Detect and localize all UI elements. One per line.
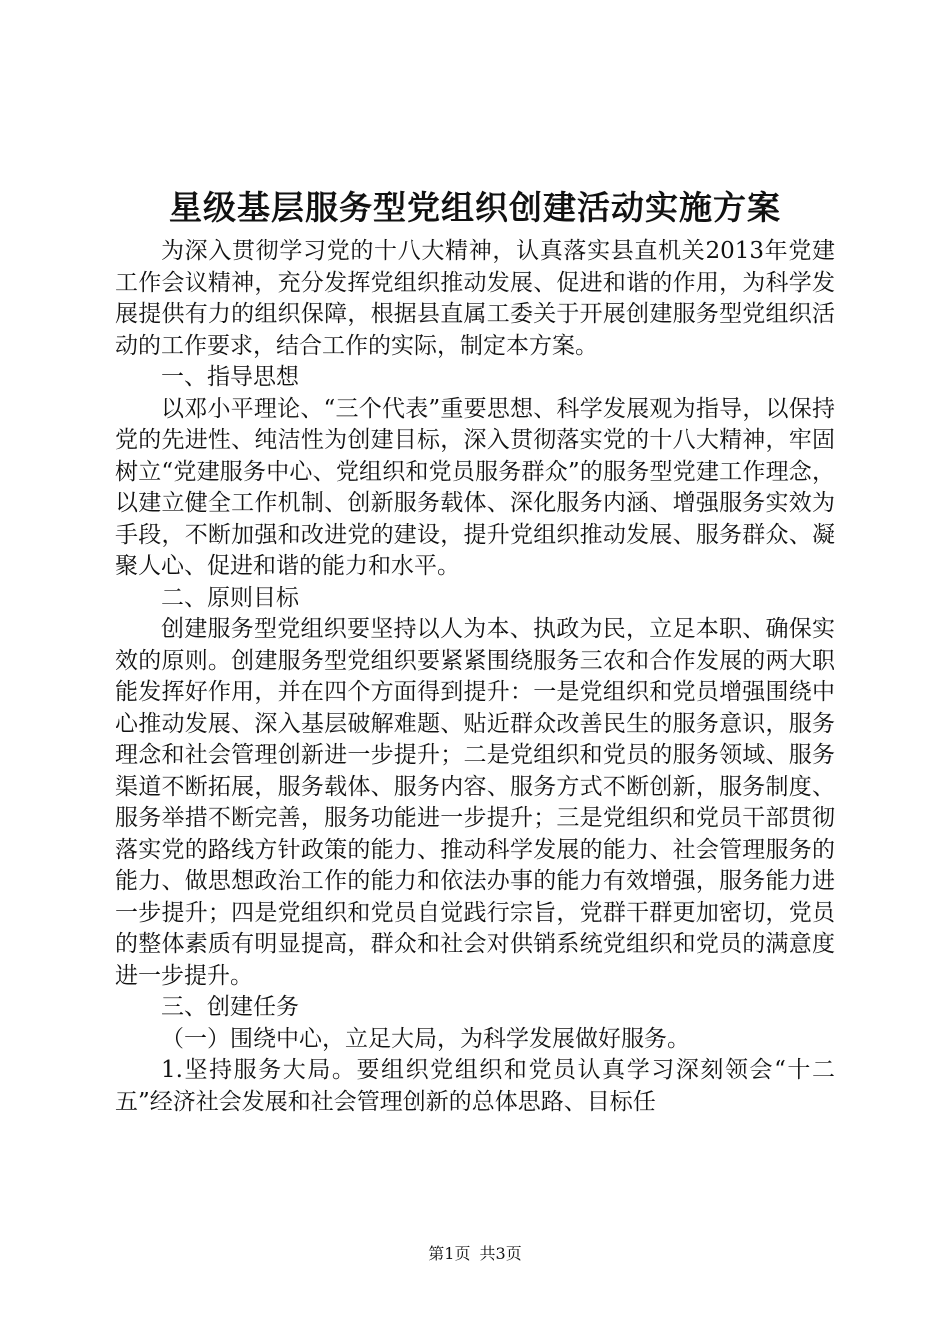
paragraph-guiding-thought: 以邓小平理论、“三个代表”重要思想、科学发展观为指导，以保持党的先进性、纯洁性为创建目标，深入贯彻落实党的十八大精神，牢固树立“党建服务中心、党组织和党员服务群众”的服务型党建工作理念，以建立健全工作机制、创新服务载体、深化服务内涵、增强服务实效为手段，不断加强和改进党的建设，提升党组织推动发展、服务群众、凝聚人心、促进和谐的能力和水平。: [115, 395, 835, 579]
page-footer: [0, 1243, 950, 1265]
paragraph-task-1: 1.坚持服务大局。要组织党组织和党员认真学习深刻领会“十二五”经济社会发展和社会管理创新的总体思路、目标任: [115, 1057, 835, 1115]
page-number: 第1页: [428, 1244, 471, 1263]
paragraph-intro: 为深入贯彻学习党的十八大精神，认真落实县直机关2013年党建工作会议精神，充分发挥党组织推动发展、促进和谐的作用，为科学发展提供有力的组织保障，根据县直属工委关于开展创建服务型党组织活动的工作要求，结合工作的实际，制定本方案。: [115, 238, 835, 359]
document-body: [115, 236, 835, 1118]
paragraph-principles: 创建服务型党组织要坚持以人为本、执政为民，立足本职、确保实效的原则。创建服务型党组织要紧紧围绕服务三农和合作发展的两大职能发挥好作用，并在四个方面得到提升：一是党组织和党员增强围绕中心推动发展、深入基层破解难题、贴近群众改善民生的服务意识，服务理念和社会管理创新进一步提升；二是党组织和党员的服务领域、服务渠道不断拓展，服务载体、服务内容、服务方式不断创新，服务制度、服务举措不断完善，服务功能进一步提升；三是党组织和党员干部贯彻落实党的路线方针政策的能力、推动科学发展的能力、社会管理服务的能力、做思想政治工作的能力和依法办事的能力有效增强，服务能力进一步提升；四是党组织和党员自觉践行宗旨，党群干群更加密切，党员的整体素质有明显提高，群众和社会对供销系统党组织和党员的满意度进一步提升。: [115, 616, 835, 989]
section-heading-guiding-thought: 一、指导思想: [161, 364, 299, 390]
section-heading-tasks: 三、创建任务: [161, 994, 299, 1020]
subsection-heading-1: （一）围绕中心，立足大局，为科学发展做好服务。: [161, 1025, 690, 1052]
page-total: 共3页: [479, 1244, 522, 1263]
document-title: 星级基层服务型党组织创建活动实施方案: [169, 188, 781, 227]
section-heading-principles: 二、原则目标: [161, 584, 299, 611]
